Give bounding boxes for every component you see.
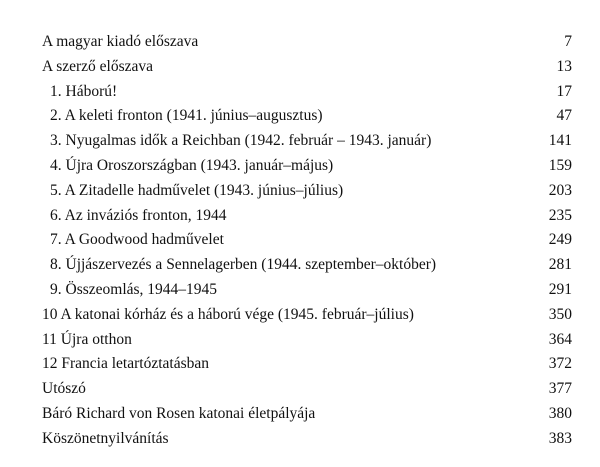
toc-entry (42, 154, 572, 179)
toc-entry-title: Köszönetnyilvánítás (42, 429, 169, 447)
toc-entry (42, 352, 572, 377)
toc-entry (42, 377, 572, 402)
toc-entry-page: 13 (556, 57, 572, 75)
toc-entry-title: Báró Richard von Rosen katonai életpályája (42, 404, 316, 422)
toc-entry-page: 7 (564, 33, 572, 50)
toc-entry-page: 350 (548, 305, 572, 323)
toc-entry-page: 281 (548, 256, 572, 274)
toc-entry (42, 179, 572, 204)
toc-entry-title: 3. Nyugalmas idők a Reichban (1942. február – 1943. január) (50, 132, 432, 150)
toc-entry (42, 104, 572, 129)
toc-entry-page: 380 (548, 404, 572, 422)
toc-entry-page: 372 (548, 355, 572, 373)
toc-entry-page: 383 (548, 429, 572, 447)
toc-entry (42, 253, 572, 278)
toc-entry (42, 129, 572, 154)
toc-entry-title: A szerző előszava (42, 57, 154, 75)
toc-entry-title: Utószó (42, 380, 86, 398)
toc-entry-page: 364 (548, 330, 572, 348)
toc-entry-title: 6. Az inváziós fronton, 1944 (50, 206, 227, 224)
toc-entry (42, 328, 572, 353)
toc-entry-title: 2. A keleti fronton (1941. június–augusztus) (50, 107, 323, 125)
toc-entry (42, 303, 572, 328)
toc-entry-page: 377 (548, 380, 572, 398)
toc-entry-title: 4. Újra Oroszországban (1943. január–május) (50, 156, 334, 174)
toc-entry-title: 7. A Goodwood hadművelet (50, 231, 224, 249)
toc-entry-page: 17 (556, 82, 572, 100)
toc-entry-page: 235 (548, 206, 572, 224)
toc-entry-title: 11 Újra otthon (42, 330, 132, 348)
toc-entry-title: 5. A Zitadelle hadművelet (1943. június–július) (50, 181, 344, 199)
toc-entry-title: 8. Újjászervezés a Sennelagerben (1944. szeptember–október) (50, 256, 437, 274)
toc-entry-title: A magyar kiadó előszava (42, 33, 199, 50)
toc-entry (42, 278, 572, 303)
toc-entry-title: 9. Összeomlás, 1944–1945 (50, 280, 218, 298)
toc-entry (42, 427, 572, 452)
toc-entry-title: 12 Francia letartóztatásban (42, 355, 209, 373)
toc-entry-page: 291 (548, 280, 572, 298)
toc-entry-title: 1. Háború! (50, 82, 118, 100)
toc-entry (42, 402, 572, 427)
toc-entry (42, 30, 572, 55)
toc-entry-page: 249 (548, 231, 572, 249)
toc-entry (42, 80, 572, 105)
toc-entry (42, 204, 572, 229)
toc-entry-page: 141 (548, 132, 572, 150)
toc-entry-page: 159 (548, 156, 572, 174)
toc-entry (42, 55, 572, 80)
toc-entry-page: 203 (548, 181, 572, 199)
toc-entry-title: 10 A katonai kórház és a háború vége (1945. február–július) (42, 305, 414, 323)
toc-entry-page: 47 (556, 107, 572, 125)
table-of-contents (42, 30, 572, 452)
toc-entry (42, 228, 572, 253)
